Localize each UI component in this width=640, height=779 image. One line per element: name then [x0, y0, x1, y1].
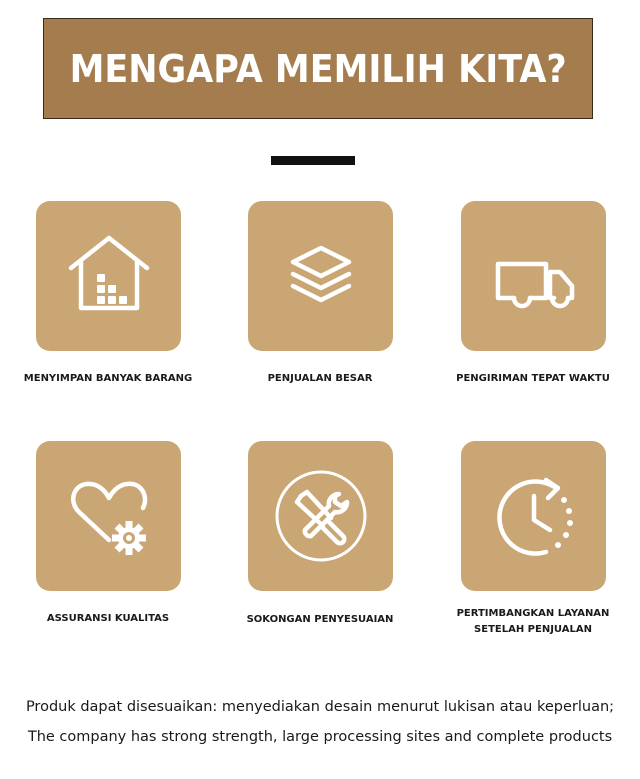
title-divider	[271, 156, 355, 165]
footer-text-line2: The company has strong strength, large processing sites and complete products	[27, 729, 613, 745]
page-title: MENGAPA MEMILIH KITA?	[69, 46, 567, 91]
feature-label-storage: MENYIMPAN BANYAK BARANG	[23, 373, 193, 384]
footer-text-line1: Produk dapat disesuaikan: menyediakan desain menurut lukisan atau keperluan;	[25, 699, 615, 715]
feature-tile-sales	[248, 201, 393, 351]
feature-tile-customization	[248, 441, 393, 591]
feature-label-sales: PENJUALAN BESAR	[267, 373, 373, 384]
tools-icon	[271, 466, 371, 566]
warehouse-icon	[59, 226, 159, 326]
feature-label-quality: ASSURANSI KUALITAS	[46, 613, 170, 624]
feature-tile-delivery	[461, 201, 606, 351]
clock-icon	[484, 466, 584, 566]
feature-label-aftersales-line1: PERTIMBANGKAN LAYANAN	[456, 608, 610, 619]
title-banner	[43, 18, 593, 119]
feature-tile-quality	[36, 441, 181, 591]
feature-label-customization: SOKONGAN PENYESUAIAN	[246, 614, 394, 625]
feature-label-aftersales	[433, 606, 633, 638]
feature-label-aftersales-line2: SETELAH PENJUALAN	[474, 624, 592, 635]
truck-icon	[484, 226, 584, 326]
heart-gear-icon	[59, 466, 159, 566]
layers-icon	[271, 226, 371, 326]
feature-tile-aftersales	[461, 441, 606, 591]
feature-tile-storage	[36, 201, 181, 351]
feature-label-delivery: PENGIRIMAN TEPAT WAKTU	[456, 373, 610, 384]
